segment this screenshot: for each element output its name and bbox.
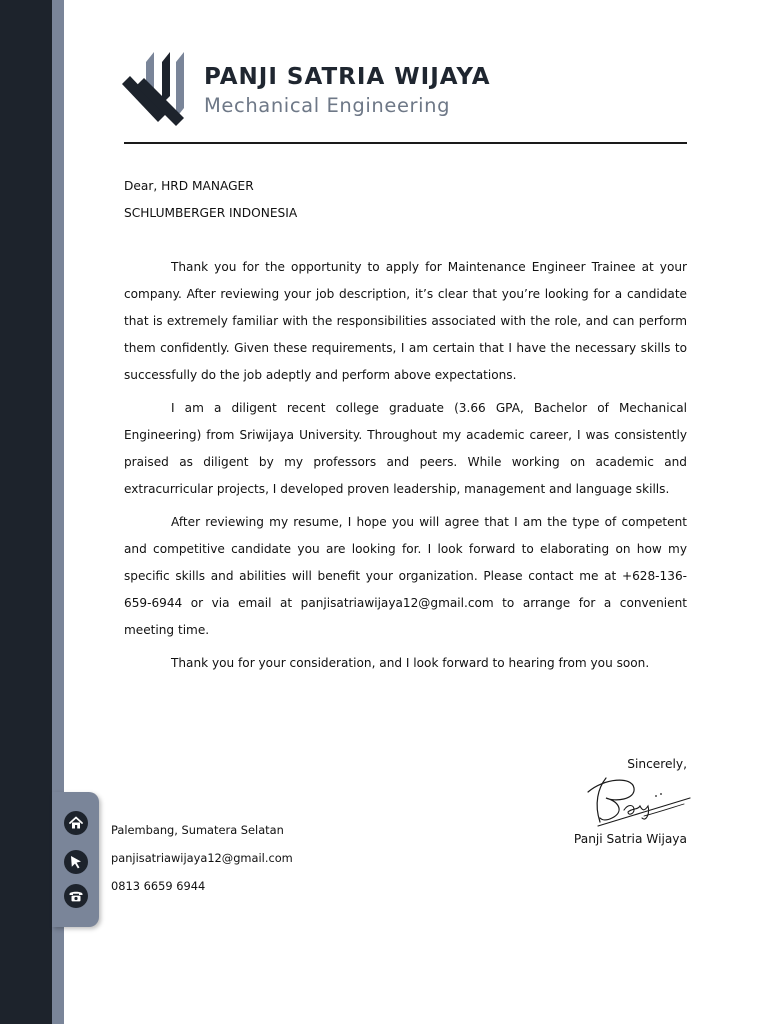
- telephone-icon: [64, 884, 88, 908]
- letter-body: [124, 254, 687, 683]
- contact-email[interactable]: panjisatriawijaya12@gmail.com: [111, 851, 293, 865]
- signer-name: Panji Satria Wijaya: [573, 832, 687, 846]
- contact-address: Palembang, Sumatera Selatan: [111, 823, 284, 837]
- body-paragraph: Thank you for the opportunity to apply for Maintenance Engineer Trainee at your company. After reviewing your job description, it’s clear that you’re looking for a candidate that is extremely familiar with the responsibilities associated with the role, and can perform them confidently. Given these requirements, I am certain that I have the necessary skills to successfully do the job adeptly and perform above expectations.: [124, 260, 687, 382]
- brand-subtitle: Mechanical Engineering: [204, 94, 451, 117]
- logo-mark: [122, 52, 186, 128]
- body-paragraph: Thank you for your consideration, and I look forward to hearing from you soon.: [171, 655, 650, 670]
- cursor-icon: [64, 850, 88, 874]
- home-icon: [64, 811, 88, 835]
- handwritten-signature: [584, 770, 694, 832]
- body-paragraph: I am a diligent recent college graduate (3.66 GPA, Bachelor of Mechanical Engineering) from Sriwijaya University. Throughout my academic career, I was consistently praised as diligent by my professors and peers. While working on academic and extracurricular projects, I developed proven leadership, management and language skills.: [124, 400, 687, 496]
- recipient-line-1: Dear, HRD MANAGER: [124, 179, 254, 193]
- recipient-line-2: SCHLUMBERGER INDONESIA: [124, 206, 298, 220]
- brand-name: PANJI SATRIA WIJAYA: [204, 64, 491, 90]
- contact-phone: 0813 6659 6944: [111, 879, 206, 893]
- body-paragraph: After reviewing my resume, I hope you will agree that I am the type of competent and competitive candidate you are looking for. I look forward to elaborating on how my specific skills and abilities will benefit your organization. Please contact me at +628-136-659-6944 or via email at panjisatriawijaya12@gmail.com to arrange for a convenient meeting time.: [124, 514, 687, 637]
- header-divider: [124, 142, 687, 144]
- sidebar-dark-bar: [0, 0, 52, 1024]
- closing-salutation: Sincerely,: [627, 757, 687, 771]
